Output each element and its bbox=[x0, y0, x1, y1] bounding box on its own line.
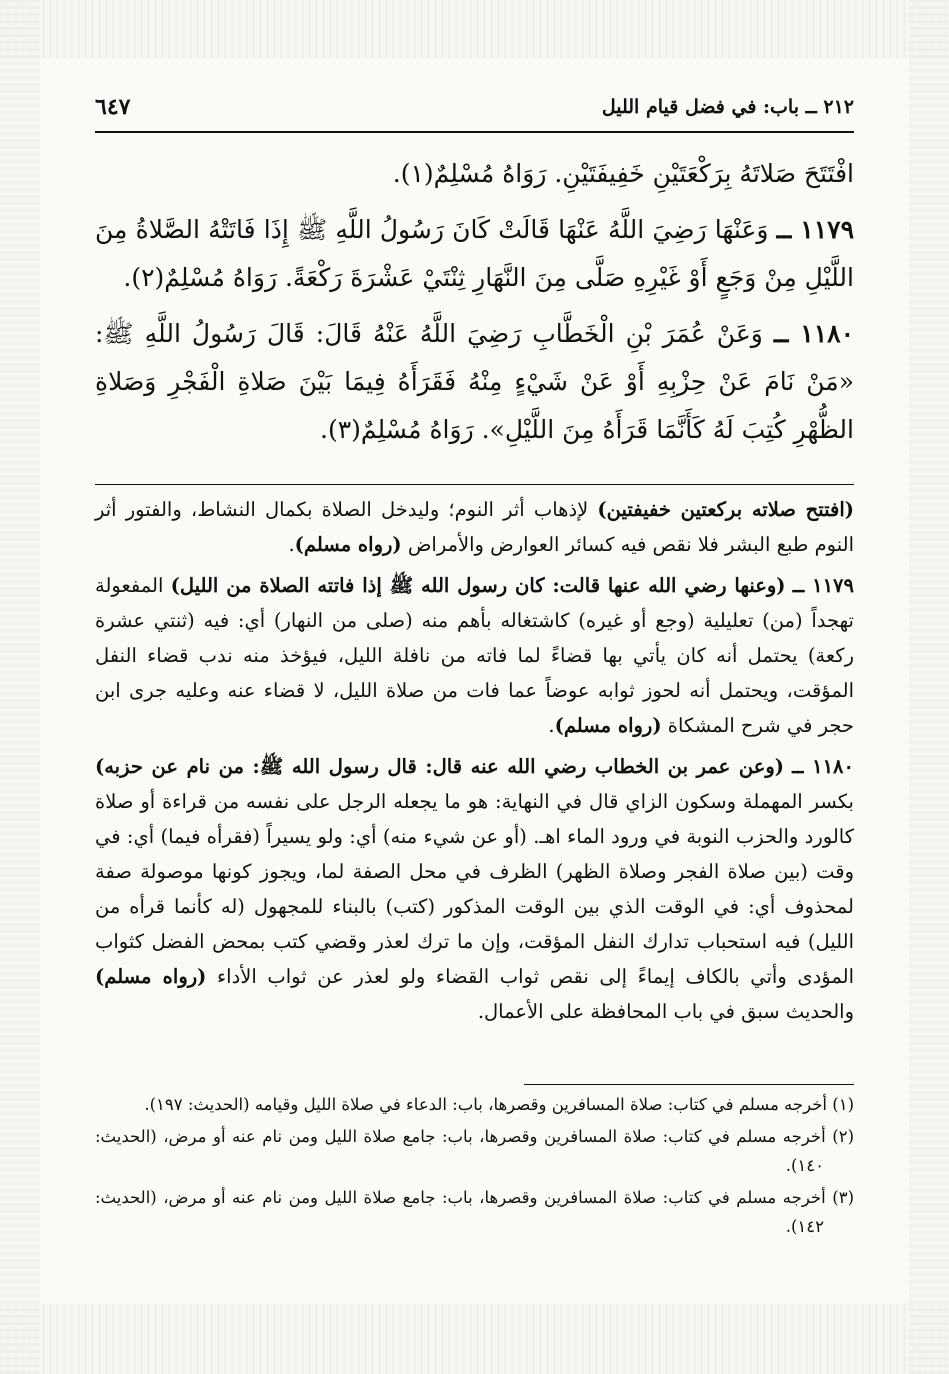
hadith-1180 bbox=[95, 310, 854, 454]
hadith-text: وَعَنْ عُمَرَ بْنِ الْخَطَّابِ رَضِيَ اللَّهُ عَنْهُ قَالَ: قَالَ رَسُولُ اللَّهِ ﷺ: «مَنْ نَامَ عَنْ حِزْبِهِ أَوْ عَنْ شَيْءٍ مِنْهُ فَقَرَأَهُ فِيمَا بَيْنَ صَلاةِ الْفَجْرِ وَصَلاةِ الظُّهْرِ كُتِبَ لَهُ كَأَنَّمَا قَرَأَهُ مِنَ اللَّيْلِ». رَوَاهُ مُسْلِمٌ(٣). bbox=[95, 319, 854, 444]
hadith-text: افْتَتَحَ صَلاتَهُ بِرَكْعَتَيْنِ خَفِيفَتَيْنِ. رَوَاهُ مُسْلِمٌ(١). bbox=[392, 159, 854, 188]
hadith-number: ١١٨٠ ــ bbox=[773, 319, 855, 348]
commentary-text: بكسر المهملة وسكون الزاي قال في النهاية: هو ما يجعله الرجل على نفسه من قراءة أو صلاة كالورد والحزب النوبة في ورود الماء اهـ. (أو عن شيء منه) أي: ولو يسيراً (فقرأه فيما) أي: في وقت (بين صلاة الفجر وصلاة الظهر) الظرف في محل الصفة لما، ويجوز كونها موصولة صفة لمحذوف أي: في الوقت الذي بين الوقت المذكور (كتب) بالبناء للمجهول (له كأنما قرأه من الليل) فيه استحباب تدارك النفل المؤقت، وإن ما ترك لعذر وقضي كتب بمحض الفضل كثواب المؤدى وأتي بالكاف إيماءً إلى نقص ثواب القضاء ولو لعذر عن ثواب الأداء bbox=[95, 790, 855, 988]
commentary-number: ١١٧٩ ــ bbox=[792, 574, 854, 597]
commentary-lead: (افتتح صلاته بركعتين خفيفتين) bbox=[597, 498, 854, 521]
footnotes bbox=[95, 1090, 854, 1244]
scan-edge-right bbox=[909, 0, 949, 1374]
scan-edge-top bbox=[0, 0, 949, 58]
commentary-block bbox=[95, 492, 854, 1035]
commentary-paragraph bbox=[95, 492, 854, 562]
commentary-lead: (وعنها رضي الله عنها قالت: كان رسول الله ﷺ إذا فاتته الصلاة من الليل) bbox=[170, 574, 786, 597]
hadith-text-block bbox=[95, 150, 854, 462]
scan-edge-bottom bbox=[0, 1304, 949, 1374]
commentary-source: (رواه مسلم) bbox=[95, 965, 207, 988]
footnote: (٢) أخرجه مسلم في كتاب: صلاة المسافرين وقصرها، باب: جامع صلاة الليل ومن نام عنه أو مرض، (الحديث: ١٤٠). bbox=[95, 1127, 854, 1175]
commentary-end: والحديث سبق في باب المحافظة على الأعمال. bbox=[477, 1000, 854, 1023]
footnote: (٣) أخرجه مسلم في كتاب: صلاة المسافرين وقصرها، باب: جامع صلاة الليل ومن نام عنه أو مرض، (الحديث: ١٤٢). bbox=[95, 1188, 854, 1236]
page-header bbox=[95, 92, 854, 130]
commentary-lead: (وعن عمر بن الخطاب رضي الله عنه قال: قال رسول الله ﷺ: من نام عن حزبه) bbox=[95, 755, 785, 778]
page-number: ٦٤٧ bbox=[95, 94, 131, 120]
hadith-1179 bbox=[95, 206, 854, 302]
header-rule bbox=[95, 131, 854, 133]
footnote-rule bbox=[524, 1084, 854, 1085]
commentary-paragraph bbox=[95, 568, 854, 743]
commentary-paragraph bbox=[95, 749, 854, 1029]
chapter-title: ٢١٢ ــ باب: في فضل قيام الليل bbox=[601, 96, 854, 118]
commentary-number: ١١٨٠ ــ bbox=[792, 755, 854, 778]
hadith-number: ١١٧٩ ــ bbox=[776, 215, 855, 244]
section-divider bbox=[95, 484, 854, 485]
commentary-source: (رواه مسلم) bbox=[554, 714, 662, 737]
hadith-text: وَعَنْهَا رَضِيَ اللَّهُ عَنْهَا قَالَتْ كَانَ رَسُولُ اللَّهِ ﷺ إِذَا فَاتَتْهُ الصَّلاةُ مِنَ اللَّيْلِ مِنْ وَجَعٍ أَوْ غَيْرِهِ صَلَّى مِنَ النَّهَارِ ثِنْتَيْ عَشْرَةَ رَكْعَةً. رَوَاهُ مُسْلِمٌ(٢). bbox=[95, 215, 854, 292]
commentary-text: المفعولة تهجداً (من) تعليلية (وجع أو غيره) كاشتغاله بأهم منه (صلى من النهار) أي: فيه (ثنتي عشرة ركعة) يحتمل أنه كان يأتي بها قضاءً لما فاته من نافلة الليل، فيؤخذ منه ندب قضاء النفل المؤقت، ويحتمل أنه لحوز ثوابه عوضاً عما فات من صلاة الليل، لا قضاء عنه وعليه جرى ابن حجر في شرح المشكاة bbox=[95, 574, 854, 737]
commentary-text: لإذهاب أثر النوم؛ وليدخل الصلاة بكمال النشاط، والفتور أثر النوم طبع البشر فلا نقص فيه كسائر العوارض والأمراض bbox=[95, 498, 854, 556]
commentary-end: . bbox=[288, 533, 295, 556]
hadith-continuation bbox=[95, 150, 854, 198]
commentary-end: . bbox=[548, 714, 555, 737]
footnote: (١) أخرجه مسلم في كتاب: صلاة المسافرين وقصرها، باب: الدعاء في صلاة الليل وقيامه (الحديث: ١٩٧). bbox=[144, 1095, 854, 1114]
scan-edge-left bbox=[0, 0, 40, 1374]
commentary-source: (رواه مسلم) bbox=[294, 533, 402, 556]
